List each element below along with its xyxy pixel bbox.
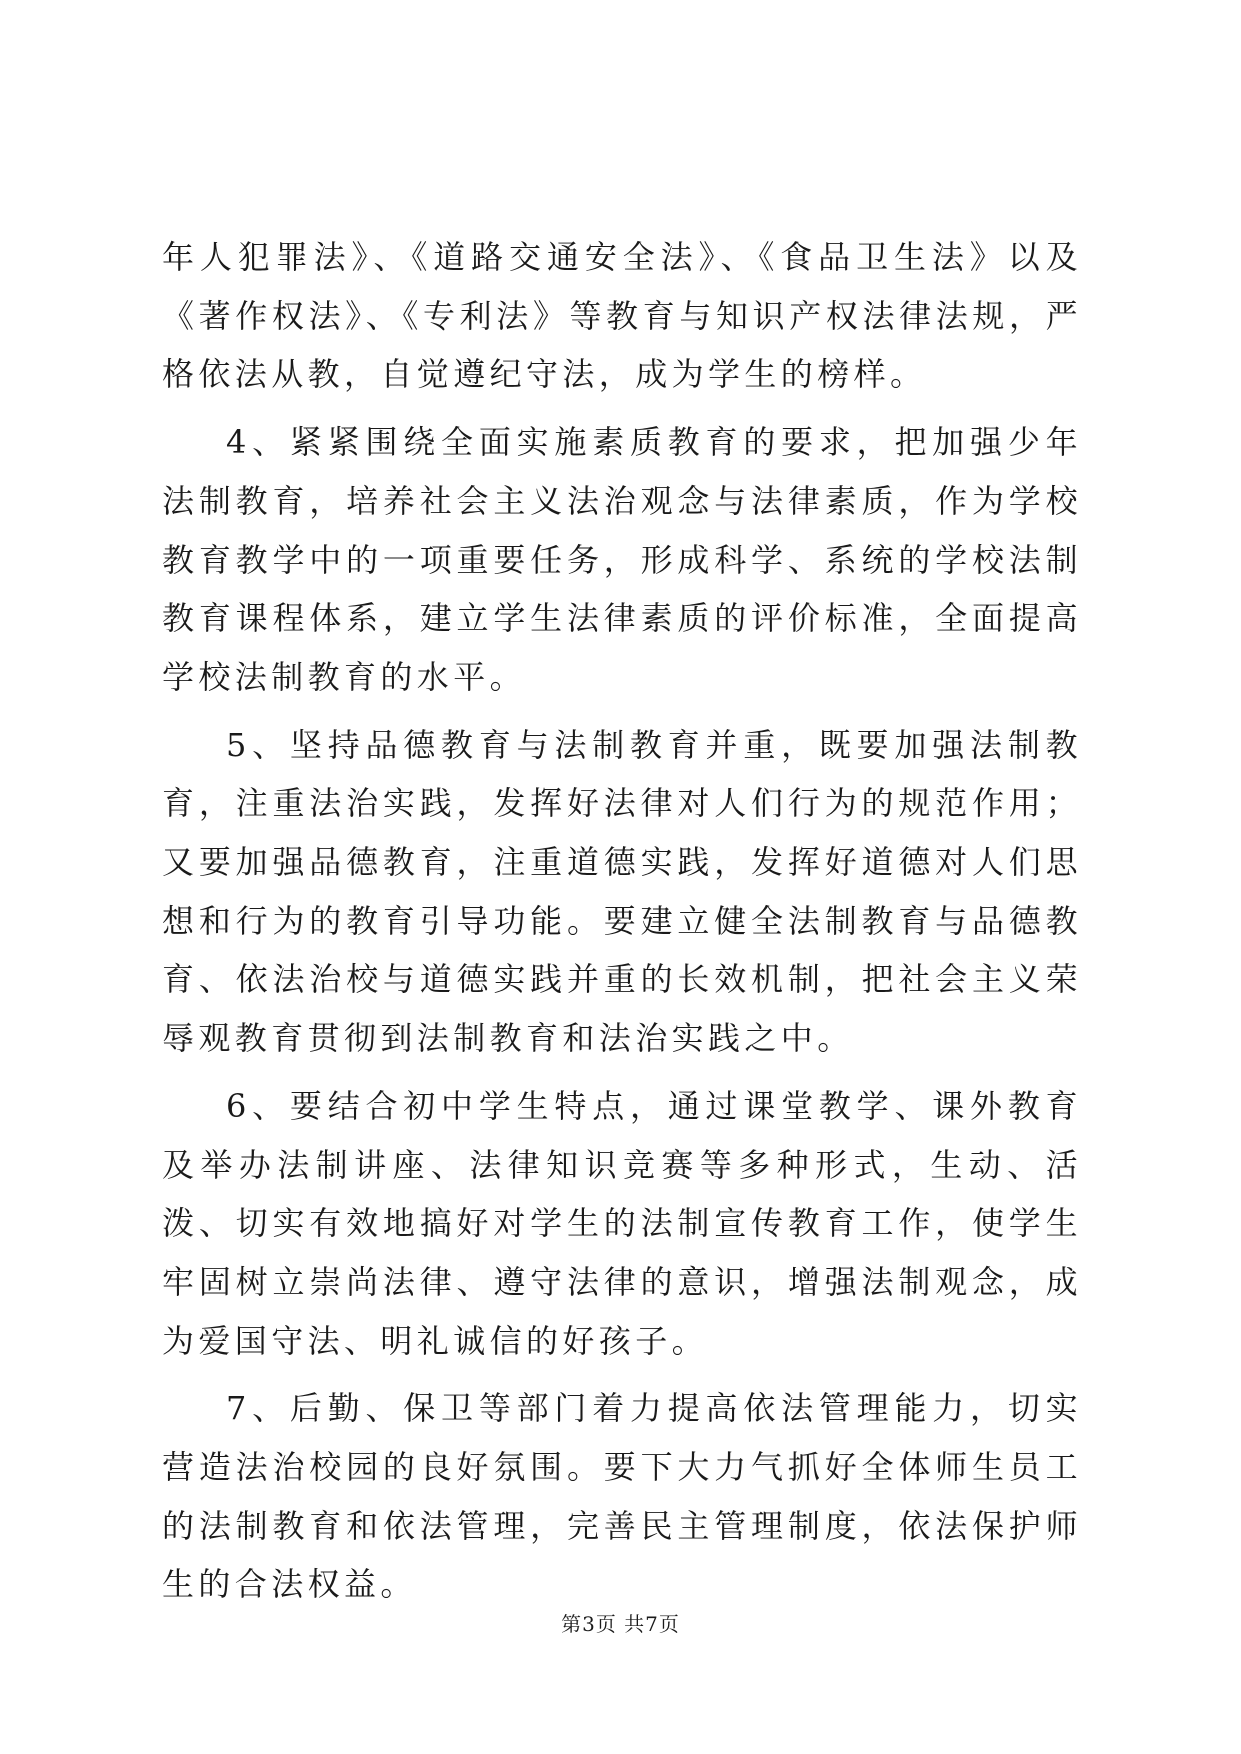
paragraph-continuation: 年人犯罪法》、《道路交通安全法》、《食品卫生法》以及《著作权法》、《专利法》等教育与知识产权法律法规，严格依法从教，自觉遵纪守法，成为学生的榜样。 — [162, 238, 1082, 394]
paragraph-item-5: 5、坚持品德教育与法制教育并重，既要加强法制教育，注重法治实践，发挥好法律对人们行为的规范作用；又要加强品德教育，注重道德实践，发挥好道德对人们思想和行为的教育引导功能。要建立健全法制教育与品德教育、依法治校与道德实践并重的长效机制，把社会主义荣辱观教育贯彻到法制教育和法治实践之中。 — [162, 725, 1082, 1058]
document-body — [162, 228, 1082, 1614]
paragraph-item-6: 6、要结合初中学生特点，通过课堂教学、课外教育及举办法制讲座、法律知识竞赛等多种形式，生动、活泼、切实有效地搞好对学生的法制宣传教育工作，使学生牢固树立崇尚法律、遵守法律的意识，增强法制观念，成为爱国守法、明礼诚信的好孩子。 — [162, 1086, 1082, 1360]
paragraph-item-7: 7、后勤、保卫等部门着力提高依法管理能力，切实营造法治校园的良好氛围。要下大力气抓好全体师生员工的法制教育和依法管理，完善民主管理制度，依法保护师生的合法权益。 — [162, 1389, 1082, 1604]
page-number-footer: 第3页 共7页 — [561, 1612, 680, 1636]
paragraph-item-4: 4、紧紧围绕全面实施素质教育的要求，把加强少年法制教育，培养社会主义法治观念与法律素质，作为学校教育教学中的一项重要任务，形成科学、系统的学校法制教育课程体系，建立学生法律素质的评价标准，全面提高学校法制教育的水平。 — [162, 423, 1082, 696]
